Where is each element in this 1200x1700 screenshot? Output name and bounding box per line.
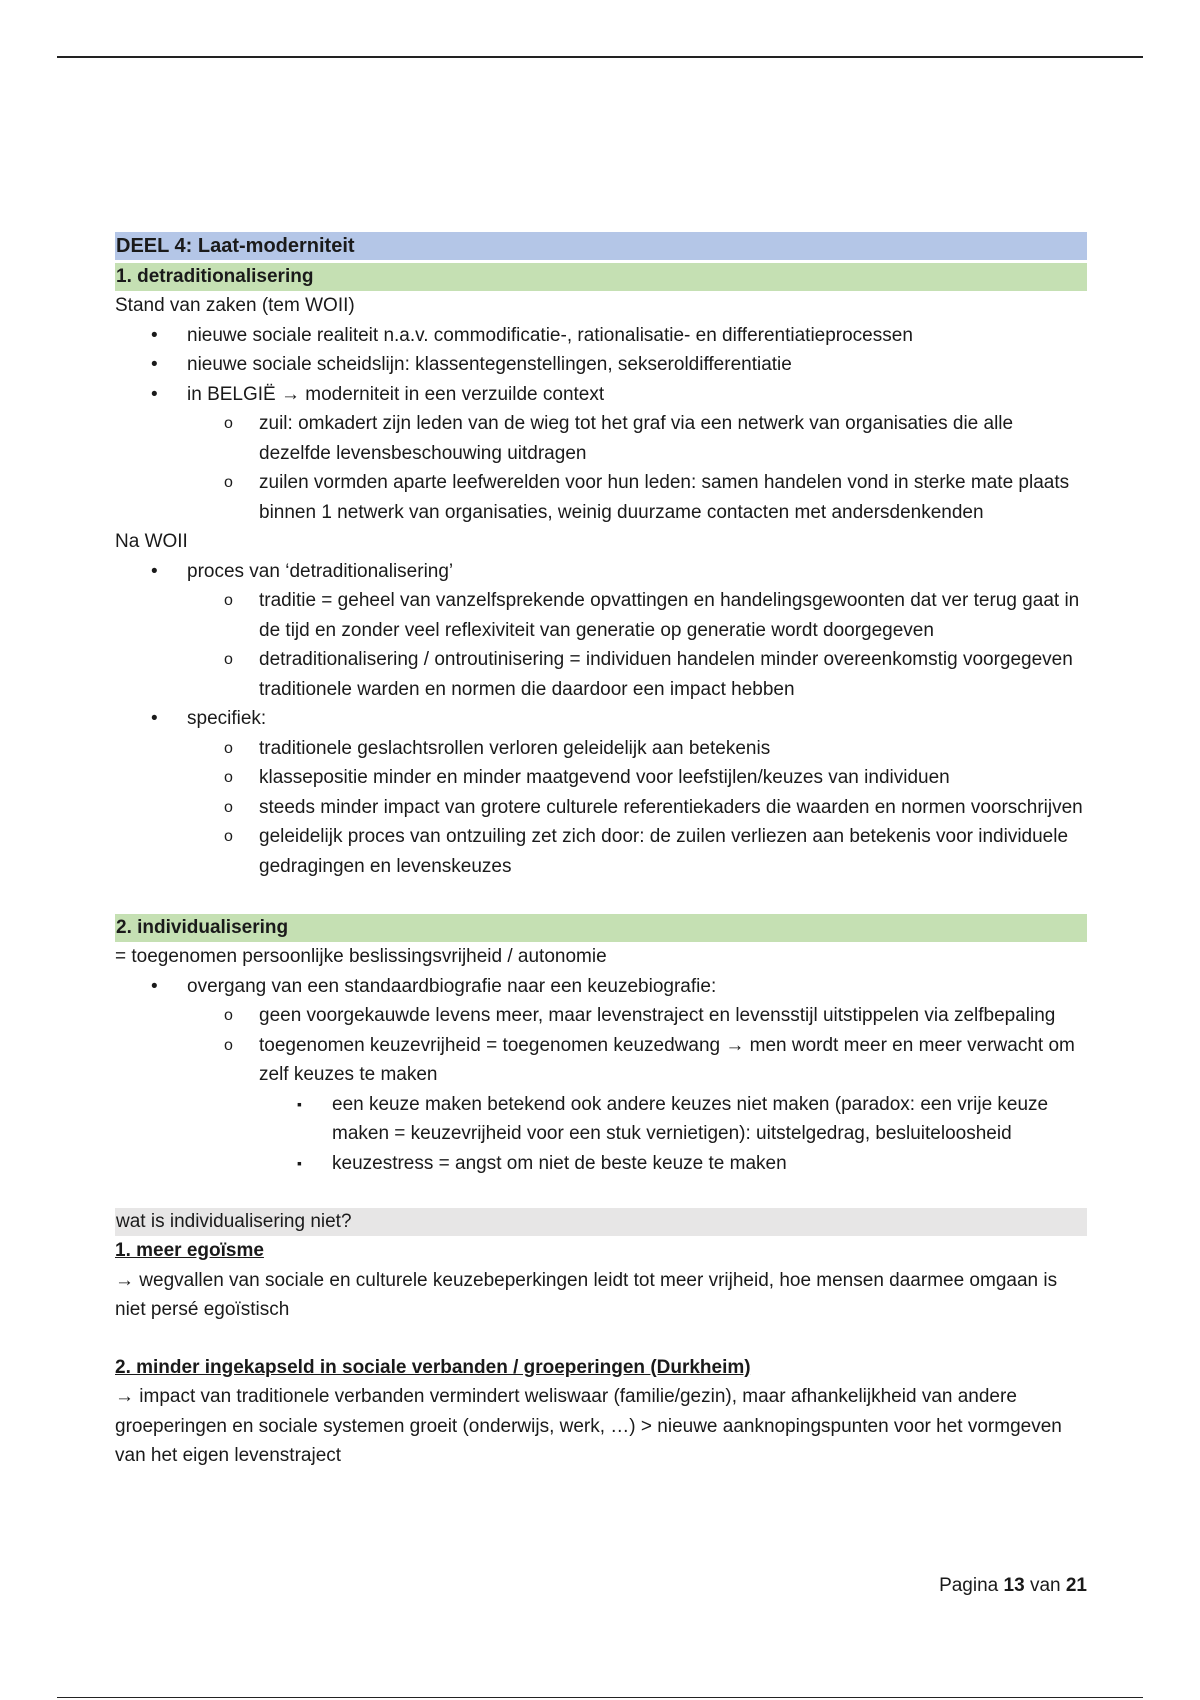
footer-rule bbox=[57, 1697, 1143, 1698]
list-item: o geen voorgekauwde levens meer, maar levenstraject en levensstijl uitstippelen via zelfbepaling bbox=[259, 1001, 1087, 1031]
page-number: Pagina 13 van 21 bbox=[939, 1575, 1087, 1596]
sub-list bbox=[115, 734, 1087, 882]
spacer bbox=[115, 881, 1087, 911]
paragraph-sociale-verbanden: → impact van traditionele verbanden vermindert weliswaar (familie/gezin), maar afhankelijkheid van andere groeperingen en sociale systemen groeit (onderwijs, werk, …) > nieuwe aanknopingspunten voor het vormgeven van het eigen levenstraject bbox=[115, 1386, 1062, 1466]
bullet-list bbox=[115, 321, 1087, 528]
list-item: o klassepositie minder en minder maatgevend voor leefstijlen/keuzes van individuen bbox=[259, 763, 1087, 793]
list-item: o detraditionalisering / ontroutinisering = individuen handelen minder overeenkomstig voorgegeven traditionele warden en normen die daardoor een impact hebben bbox=[259, 645, 1087, 704]
bullet-list bbox=[115, 972, 1087, 1179]
sub-sub-list bbox=[259, 1090, 1087, 1179]
list-item: o zuilen vormden aparte leefwerelden voor hun leden: samen handelen vond in sterke mate plaats binnen 1 netwerk van organisaties, weinig duurzame contacten met andersdenkenden bbox=[259, 468, 1087, 527]
list-item: o traditionele geslachtsrollen verloren geleidelijk aan betekenis bbox=[259, 734, 1087, 764]
list-item: o zuil: omkadert zijn leden van de wieg tot het graf via een netwerk van organisaties die alle dezelfde levensbeschouwing uitdragen bbox=[259, 409, 1087, 468]
section-title-detraditionalisering: 1. detraditionalisering bbox=[115, 263, 1087, 291]
subheading-sociale-verbanden: 2. minder ingekapseld in sociale verbanden / groeperingen (Durkheim) bbox=[115, 1356, 751, 1378]
list-item: • in BELGIË → moderniteit in een verzuilde context o zuil: omkadert zijn leden van de wieg tot het graf via een netwerk van organisaties die alle dezelfde levensbeschouwing uitdragen o zuilen vormden aparte leefwerelden voor hun leden: samen handelen vond in sterke mate plaats binnen 1 netwerk van organisaties, weinig duurzame contacten met andersdenkenden bbox=[115, 380, 1087, 528]
spacer bbox=[115, 1178, 1087, 1208]
sub-list bbox=[115, 1001, 1087, 1178]
section-intro: Stand van zaken (tem WOII) bbox=[115, 295, 355, 316]
list-item: • specifiek: o traditionele geslachtsrollen verloren geleidelijk aan betekenis o klassepositie minder en minder maatgevend voor leefstijlen/keuzes van individuen o steeds minder impact van grotere culturele referentiekaders die waarden en normen voorschrijven o geleidelijk proces van ontzuiling zet zich door: de zuilen verliezen aan betekenis voor individuele gedragingen en levenskeuzes bbox=[115, 704, 1087, 881]
list-item: o toegenomen keuzevrijheid = toegenomen keuzedwang → men wordt meer en meer verwacht om zelf keuzes te maken ▪ een keuze maken betekend ook andere keuzes niet maken (paradox: een vrije keuze maken = keuzevrijheid voor een stuk vernietigen): uitstelgedrag, besluiteloosheid ▪ keuzestress = angst om niet de beste keuze te maken bbox=[259, 1031, 1087, 1179]
list-item: • overgang van een standaardbiografie naar een keuzebiografie: o geen voorgekauwde levens meer, maar levenstraject en levensstijl uitstippelen via zelfbepaling o toegenomen keuzevrijheid = toegenomen keuzedwang → men wordt meer en meer verwacht om zelf keuzes te maken ▪ een keuze maken betekend ook andere keuzes niet maken (paradox: een vrije keuze maken = keuzevrijheid voor een stuk vernietigen): uitstelgedrag, besluiteloosheid ▪ keuzestress = angst om niet de beste keuze te maken bbox=[115, 972, 1087, 1179]
spacer bbox=[115, 1325, 1087, 1353]
list-item: o geleidelijk proces van ontzuiling zet zich door: de zuilen verliezen aan betekenis voor individuele gedragingen en levenskeuzes bbox=[259, 822, 1087, 881]
list-item: ▪ een keuze maken betekend ook andere keuzes niet maken (paradox: een vrije keuze maken = keuzevrijheid voor een stuk vernietigen): uitstelgedrag, besluiteloosheid bbox=[332, 1090, 1087, 1149]
sub-list bbox=[115, 586, 1087, 704]
section-definition: = toegenomen persoonlijke beslissingsvrijheid / autonomie bbox=[115, 946, 607, 967]
section-label: Na WOII bbox=[115, 531, 188, 552]
sub-list bbox=[115, 409, 1087, 527]
header-rule bbox=[57, 56, 1143, 58]
part-title: DEEL 4: Laat-moderniteit bbox=[115, 232, 1087, 260]
bullet-list bbox=[115, 557, 1087, 882]
subheading-egoisme: 1. meer egoïsme bbox=[115, 1240, 264, 1261]
list-item: • nieuwe sociale scheidslijn: klassentegenstellingen, sekseroldifferentiatie bbox=[115, 350, 1087, 380]
list-item: ▪ keuzestress = angst om niet de beste keuze te maken bbox=[332, 1149, 1087, 1179]
section-title-individualisering: 2. individualisering bbox=[115, 914, 1087, 942]
list-item: • nieuwe sociale realiteit n.a.v. commodificatie-, rationalisatie- en differentiatieprocessen bbox=[115, 321, 1087, 351]
section-title-not-individualisering: wat is individualisering niet? bbox=[115, 1208, 1087, 1236]
list-item: o steeds minder impact van grotere culturele referentiekaders die waarden en normen voorschrijven bbox=[259, 793, 1087, 823]
paragraph-egoisme: → wegvallen van sociale en culturele keuzebeperkingen leidt tot meer vrijheid, hoe mensen daarmee omgaan is niet persé egoïstisch bbox=[115, 1269, 1058, 1320]
list-item: • proces van ‘detraditionalisering’ o traditie = geheel van vanzelfsprekende opvattingen en handelingsgewoonten dat ver terug gaat in de tijd en zonder veel reflexiviteit van generatie op generatie wordt doorgegeven o detraditionalisering / ontroutinisering = individuen handelen minder overeenkomstig voorgegeven traditionele warden en normen die daardoor een impact hebben bbox=[115, 557, 1087, 705]
document-body bbox=[115, 232, 1087, 1471]
list-item: o traditie = geheel van vanzelfsprekende opvattingen en handelingsgewoonten dat ver terug gaat in de tijd en zonder veel reflexiviteit van generatie op generatie wordt doorgegeven bbox=[259, 586, 1087, 645]
